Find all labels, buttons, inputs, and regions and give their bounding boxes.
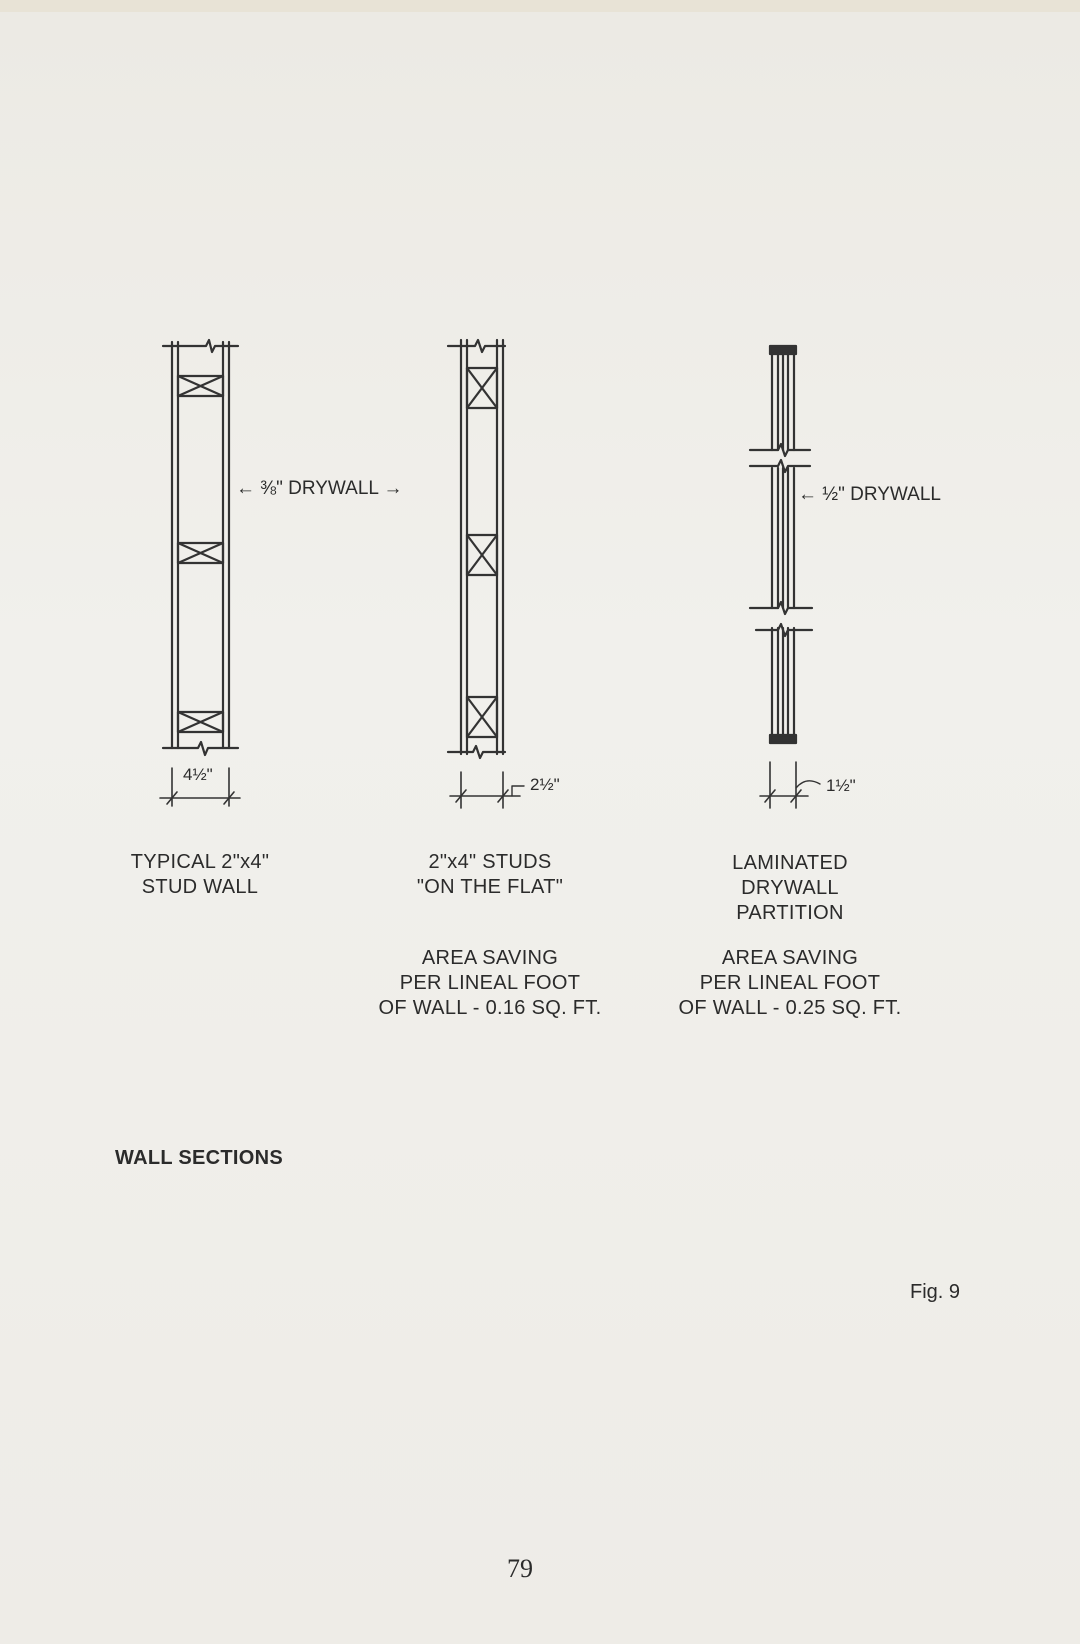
stud-wall-section bbox=[160, 340, 240, 806]
wall-3-label: LAMINATED DRYWALL PARTITION bbox=[732, 852, 848, 924]
laminated-drywall-section bbox=[750, 346, 820, 808]
wall-3-area-saving: AREA SAVING PER LINEAL FOOT OF WALL - 0.25 SQ. FT. bbox=[678, 947, 902, 1019]
flat-stud-wall-section bbox=[448, 340, 524, 808]
top-cap bbox=[770, 346, 796, 354]
drywall-laminations bbox=[772, 354, 794, 735]
page-number: 79 bbox=[507, 1554, 533, 1583]
wall-1-label: TYPICAL 2"x4" STUD WALL bbox=[130, 851, 270, 898]
break-line bbox=[750, 460, 810, 472]
break-line bbox=[750, 602, 812, 614]
break-line-top bbox=[163, 340, 238, 352]
break-line-bottom bbox=[163, 742, 238, 755]
drywall-1-2-callout: ← ½" DRYWALL bbox=[798, 484, 941, 505]
wall-2-label: 2"x4" STUDS "ON THE FLAT" bbox=[416, 851, 564, 898]
wall-2-dimension: 2½" bbox=[530, 775, 560, 794]
wall-1-dimension: 4½" bbox=[183, 765, 213, 784]
drywall-3-8-callout: ← ⅜" DRYWALL → bbox=[236, 478, 403, 499]
break-line bbox=[750, 444, 810, 456]
figure-label: Fig. 9 bbox=[910, 1281, 961, 1303]
section-title: WALL SECTIONS bbox=[115, 1147, 283, 1169]
break-line bbox=[756, 624, 812, 636]
bottom-cap bbox=[770, 735, 796, 743]
wall-3-dimension: 1½" bbox=[826, 776, 856, 795]
wall-2-area-saving: AREA SAVING PER LINEAL FOOT OF WALL - 0.16 SQ. FT. bbox=[378, 947, 602, 1019]
